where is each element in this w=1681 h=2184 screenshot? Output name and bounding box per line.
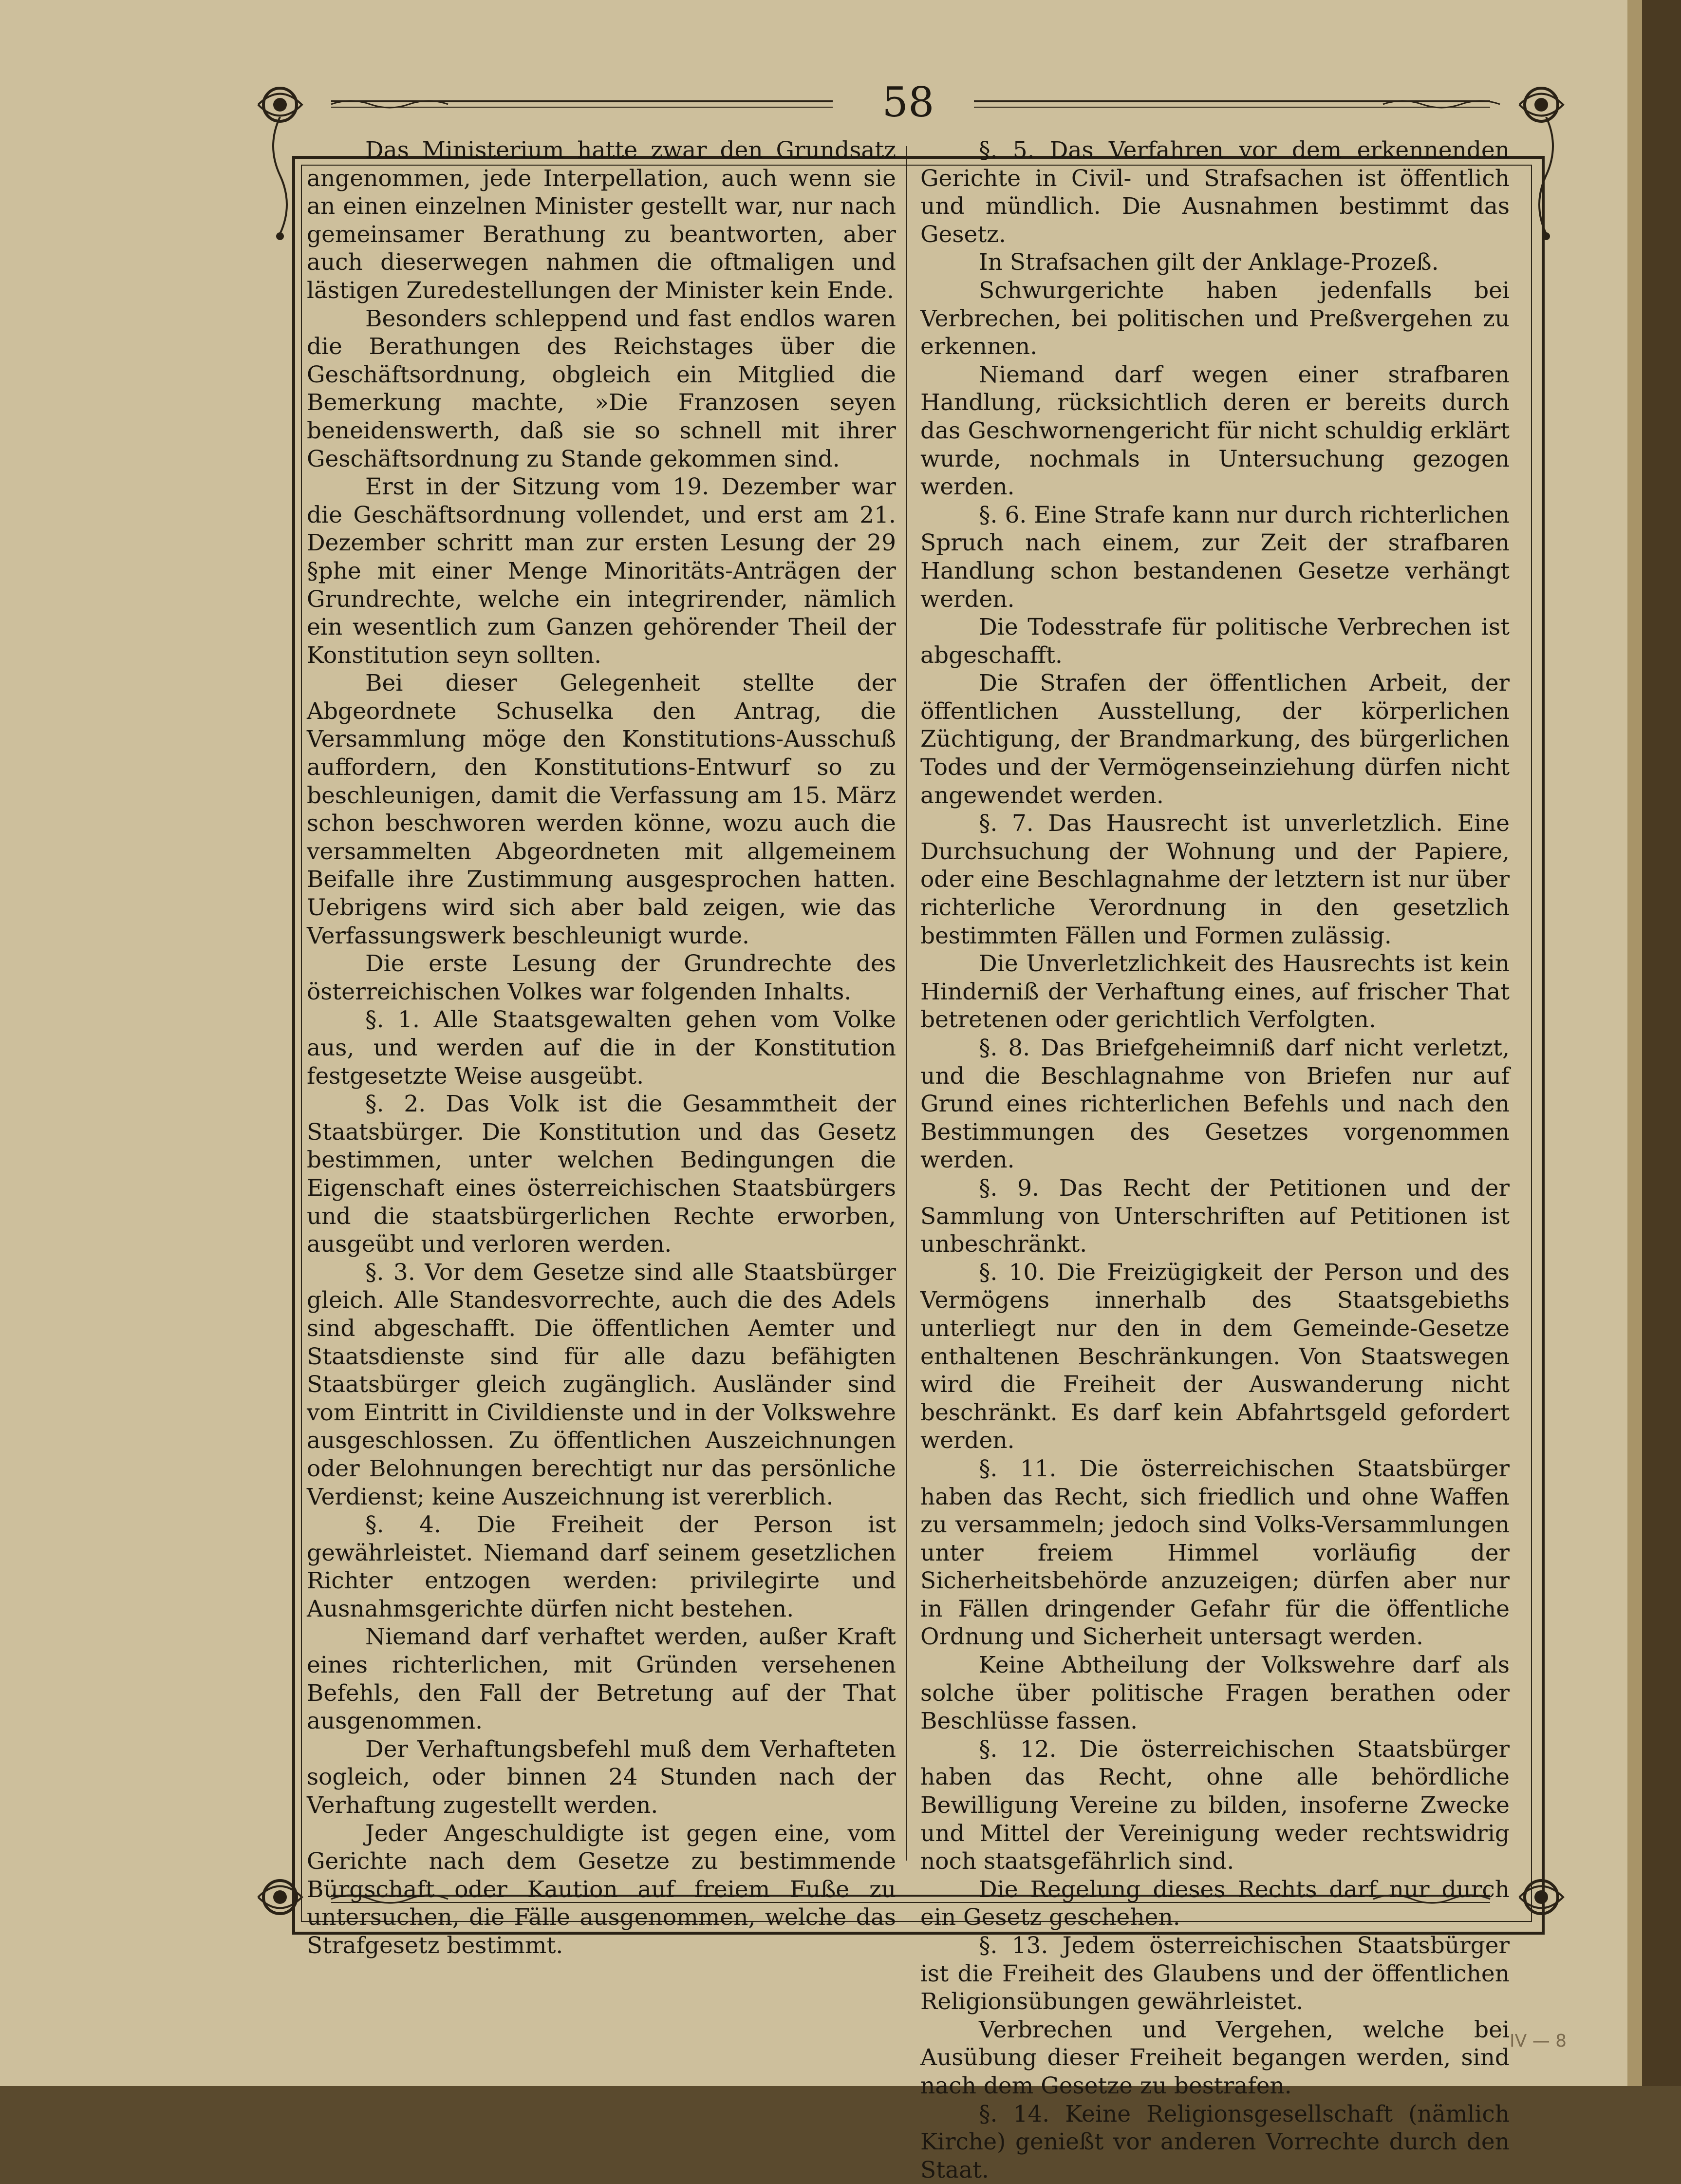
paragraph: Die Unverletzlichkeit des Hausrechts ist kein Hinderniß der Verhaftung eines, auf frischer That betretenen oder gerichtlich Verfolgten. (920, 950, 1510, 1034)
top-ornament-left (273, 97, 833, 111)
paragraph: §. 11. Die österreichischen Staatsbürger haben das Recht, sich friedlich und ohne Waffen zu versammeln; jedoch sind Volks-Versammlungen unter freiem Himmel vorläufig der Sicherheitsbehörde anzuzeigen; dürfen aber nur in Fällen dringender Gefahr für die öffentliche Ordnung und Sicherheit untersagt werden. (920, 1455, 1510, 1651)
paragraph: Keine Abtheilung der Volkswehre darf als solche über politische Fragen berathen oder Beschlüsse fassen. (920, 1652, 1510, 1735)
paragraph: §. 10. Die Freizügigkeit der Person und des Vermögens innerhalb des Staatsgebieths unterliegt nur den in dem Gemeinde-Gesetze enthaltenen Beschränkungen. Von Staatswegen wird die Freiheit der Auswanderung nicht beschränkt. Es darf kein Abfahrtsgeld gefordert werden. (920, 1259, 1510, 1454)
paragraph: §. 13. Jedem österreichischen Staatsbürger ist die Freiheit des Glaubens und der öffentlichen Religionsübungen gewährleistet. (920, 1932, 1510, 2015)
signature-mark: IV — 8 (1510, 2031, 1567, 2051)
top-ornament-right (974, 97, 1558, 111)
paragraph: §. 6. Eine Strafe kann nur durch richterlichen Spruch nach einem, zur Zeit der strafbaren Handlung schon bestandenen Gesetze verhängt werden. (920, 501, 1510, 613)
paragraph: Erst in der Sitzung vom 19. Dezember war die Geschäftsordnung vollendet, und erst am 21. Dezember schritt man zur ersten Lesung der 29 §phe mit einer Menge Minoritäts-Anträgen der Grundrechte, welche ein integrirender, nämlich ein wesentlich zum Ganzen gehörender Theil der Konstitution seyn sollten. (307, 473, 896, 669)
paragraph: Die Strafen der öffentlichen Arbeit, der öffentlichen Ausstellung, der körperlichen Züchtigung, der Brandmarkung, des bürgerlichen Todes und der Vermögenseinziehung dürfen nicht angewendet werden. (920, 670, 1510, 809)
paragraph: Jeder Angeschuldigte ist gegen eine, vom Gerichte nach dem Gesetze zu bestimmende Bürgschaft oder Kaution auf freiem Fuße zu untersuchen, die Fälle ausgenommen, welche das Strafgesetz bestimmt. (307, 1820, 896, 1959)
paragraph: §. 8. Das Briefgeheimniß darf nicht verletzt, und die Beschlagnahme von Briefen nur auf Grund eines richterlichen Befehls und nach den Bestimmungen des Gesetzes vorgenommen werden. (920, 1035, 1510, 1174)
paragraph: §. 3. Vor dem Gesetze sind alle Staatsbürger gleich. Alle Standesvorrechte, auch die des Adels sind abgeschafft. Die öffentlichen Aemter und Staatsdienste sind für alle dazu befähigten Staatsbürger gleich zugänglich. Ausländer sind vom Eintritt in Civildienste und in der Volkswehre ausgeschlossen. Zu öffentlichen Auszeichnungen oder Belohnungen berechtigt nur das persönliche Verdienst; keine Auszeichnung ist vererblich. (307, 1259, 896, 1510)
paragraph: Die Regelung dieses Rechts darf nur durch ein Gesetz geschehen. (920, 1876, 1510, 1931)
paragraph: Die Todesstrafe für politische Verbrechen ist abgeschafft. (920, 614, 1510, 669)
paragraph: §. 9. Das Recht der Petitionen und der Sammlung von Unterschriften auf Petitionen ist unbeschränkt. (920, 1174, 1510, 1258)
paragraph: Bei dieser Gelegenheit stellte der Abgeordnete Schuselka den Antrag, die Versammlung möge den Konstitutions-Ausschuß auffordern, den Konstitutions-Entwurf so zu beschleunigen, damit die Verfassung am 15. März schon beschworen werden könne, wozu auch die versammelten Abgeordneten mit allgemeinem Beifalle ihre Zustimmung ausgesprochen hatten. Uebrigens wird sich aber bald zeigen, wie das Verfassungswerk beschleunigt wurde. (307, 670, 896, 949)
paragraph: Verbrechen und Vergehen, welche bei Ausübung dieser Freiheit begangen werden, sind nach dem Gesetze zu bestrafen. (920, 2016, 1510, 2099)
page-edge-shadow (1627, 0, 1642, 2086)
side-ornament-left (265, 117, 295, 244)
paragraph: Niemand darf verhaftet werden, außer Kraft eines richterlichen, mit Gründen versehenen Befehls, den Fall der Betretung auf der That ausgenommen. (307, 1623, 896, 1735)
paragraph: §. 5. Das Verfahren vor dem erkennenden Gerichte in Civil- und Strafsachen ist öffentlich und mündlich. Die Ausnahmen bestimmt das Gesetz. (920, 137, 1510, 248)
paragraph: Das Ministerium hatte zwar den Grundsatz angenommen, jede Interpellation, auch wenn sie an einen einzelnen Minister gestellt war, nur nach gemeinsamer Berathung zu beantworten, aber auch dieserwegen nahmen die oftmaligen und lästigen Zuredestellungen der Minister kein Ende. (307, 137, 896, 304)
paragraph: In Strafsachen gilt der Anklage-Prozeß. (979, 249, 1439, 276)
page-number: 58 (882, 78, 934, 126)
paragraph: Niemand darf wegen einer strafbaren Handlung, rücksichtlich deren er bereits durch das Geschwornengericht für nicht schuldig erklärt wurde, nochmals in Untersuchung gezogen werden. (920, 361, 1510, 501)
paragraph: Besonders schleppend und fast endlos waren die Berathungen des Reichstages über die Geschäftsordnung, obgleich ein Mitglied die Bemerkung machte, »Die Franzosen seyen beneidenswerth, daß sie so schnell mit ihrer Geschäftsordnung zu Stande gekommen sind. (307, 305, 896, 472)
right-text-column (920, 136, 1510, 2184)
paragraph: §. 14. Keine Religionsgesellschaft (nämlich Kirche) genießt vor anderen Vorrechte durch den Staat. (920, 2100, 1510, 2184)
side-ornament-right (1532, 117, 1561, 244)
left-text-column (307, 136, 896, 1959)
paragraph: Die erste Lesung der Grundrechte des österreichischen Volkes war folgenden Inhalts. (307, 950, 896, 1005)
paragraph: Schwurgerichte haben jedenfalls bei Verbrechen, bei politischen und Preßvergehen zu erkennen. (920, 277, 1510, 360)
paragraph: §. 7. Das Hausrecht ist unverletzlich. Eine Durchsuchung der Wohnung und der Papiere, oder eine Beschlagnahme der letztern ist nur über richterliche Verordnung in den gesetzlich bestimmten Fällen und Formen zulässig. (920, 810, 1510, 949)
paragraph: Der Verhaftungsbefehl muß dem Verhafteten sogleich, oder binnen 24 Stunden nach der Verhaftung zugestellt werden. (307, 1735, 896, 1819)
book-binding (1642, 0, 1681, 2086)
paragraph: §. 2. Das Volk ist die Gesammtheit der Staatsbürger. Die Konstitution und das Gesetz bestimmen, unter welchen Bedingungen die Eigenschaft eines österreichischen Staatsbürgers und die staatsbürgerlichen Rechte erworben, ausgeübt und verloren werden. (307, 1091, 896, 1258)
paragraph: §. 4. Die Freiheit der Person ist gewährleistet. Niemand darf seinem gesetzlichen Richter entzogen werden: privilegirte und Ausnahmsgerichte dürfen nicht bestehen. (307, 1511, 896, 1622)
column-divider (906, 146, 907, 1861)
paragraph: §. 12. Die österreichischen Staatsbürger haben das Recht, ohne alle behördliche Bewilligung Vereine zu bilden, insoferne Zwecke und Mittel der Vereinigung weder rechtswidrig noch staatsgefährlich sind. (920, 1735, 1510, 1875)
paragraph: §. 1. Alle Staatsgewalten gehen vom Volke aus, und werden auf die in der Konstitution festgesetzte Weise ausgeübt. (307, 1006, 896, 1090)
